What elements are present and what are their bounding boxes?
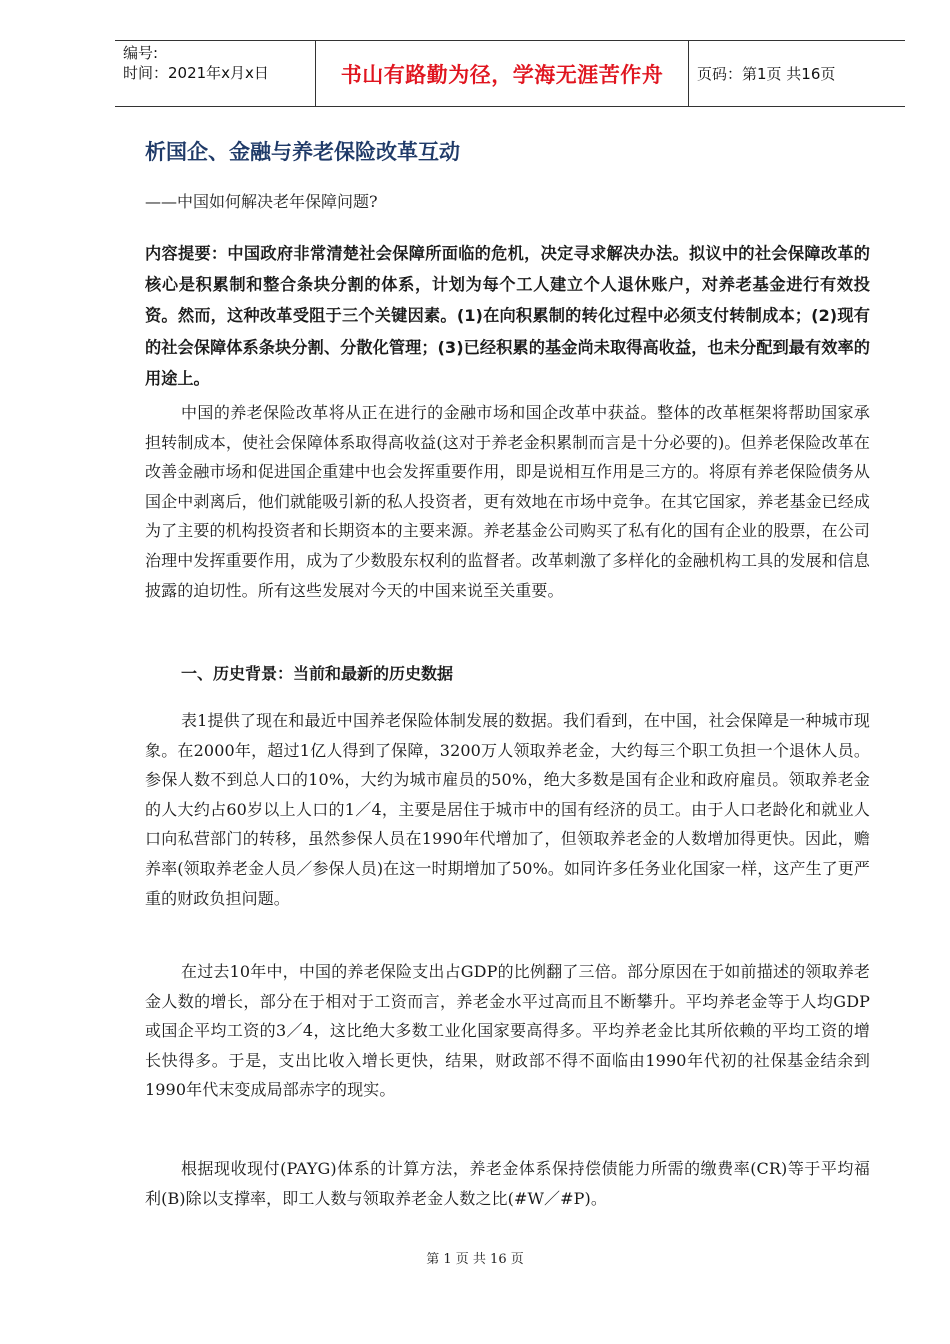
abstract: 内容提要：中国政府非常清楚社会保障所面临的危机，决定寻求解决办法。拟议中的社会保障改革的核心是积累制和整合条块分割的体系，计划为每个工人建立个人退休账户，对养老基金进行有效投资。然而，这种改革受阻于三个关键因素。(1)在向积累制的转化过程中必须支付转制成本；(2)现有的社会保障体系条块分割、分散化管理；(3)已经积累的基金尚未取得高收益，也未分配到最有效率的用途上。	[145, 244, 870, 388]
body-paragraph-1: 中国的养老保险改革将从正在进行的金融市场和国企改革中获益。整体的改革框架将帮助国家承担转制成本，使社会保障体系取得高收益(这对于养老金积累制而言是十分必要的)。但养老保险改革在改善金融市场和促进国企重建中也会发挥重要作用，即是说相互作用是三方的。将原有养老保险债务从国企中剥离后，他们就能吸引新的私人投资者，更有效地在市场中竞争。在其它国家，养老基金已经成为了主要的机构投资者和长期资本的主要来源。养老基金公司购买了私有化的国有企业的股票，在公司治理中发挥重要作用，成为了少数股东权利的监督者。改革刺激了多样化的金融机构工具的发展和信息披露的迫切性。所有这些发展对今天的中国来说至关重要。	[145, 403, 870, 600]
header-page-info: 页码：第1页 共16页	[697, 65, 836, 83]
header-meta	[115, 41, 315, 106]
document-number-label: 编号:	[123, 44, 159, 62]
document-subtitle: ——中国如何解决老年保障问题?	[145, 192, 378, 211]
section-heading: 一、历史背景：当前和最新的历史数据	[181, 664, 454, 683]
page-footer: 第 1 页 共 16 页	[426, 1252, 524, 1267]
body-paragraph-4: 根据现收现付(PAYG)体系的计算方法，养老金体系保持偿债能力所需的缴费率(CR)等于平均福利(B)除以支撑率，即工人数与领取养老金人数之比(#W／#P)。	[145, 1159, 870, 1208]
header-motto: 书山有路勤为径，学海无涯苦作舟	[315, 41, 689, 106]
document-date-label: 时间：2021年x月x日	[123, 64, 269, 82]
document-title: 析国企、金融与养老保险改革互动	[145, 140, 460, 164]
body-paragraph-2: 表1提供了现在和最近中国养老保险体制发展的数据。我们看到，在中国，社会保障是一种城市现象。在2000年，超过1亿人得到了保障，3200万人领取养老金，大约每三个职工负担一个退休人员。参保人数不到总人口的10%，大约为城市雇员的50%，绝大多数是国有企业和政府雇员。领取养老金的人大约占60岁以上人口的1／4，主要是居住于城市中的国有经济的员工。由于人口老龄化和就业人口向私营部门的转移，虽然参保人员在1990年代增加了，但领取养老金的人数增加得更快。因此，赡养率(领取养老金人员／参保人员)在这一时期增加了50%。如同许多任务业化国家一样，这产生了更严重的财政负担问题。	[145, 711, 870, 908]
body-paragraph-3: 在过去10年中，中国的养老保险支出占GDP的比例翻了三倍。部分原因在于如前描述的领取养老金人数的增长，部分在于相对于工资而言，养老金水平过高而且不断攀升。平均养老金等于人均GDP或国企平均工资的3／4，这比绝大多数工业化国家要高得多。平均养老金比其所依赖的平均工资的增长快得多。于是，支出比收入增长更快，结果，财政部不得不面临由1990年代初的社保基金结余到1990年代末变成局部赤字的现实。	[145, 962, 870, 1100]
page-header	[115, 40, 905, 107]
